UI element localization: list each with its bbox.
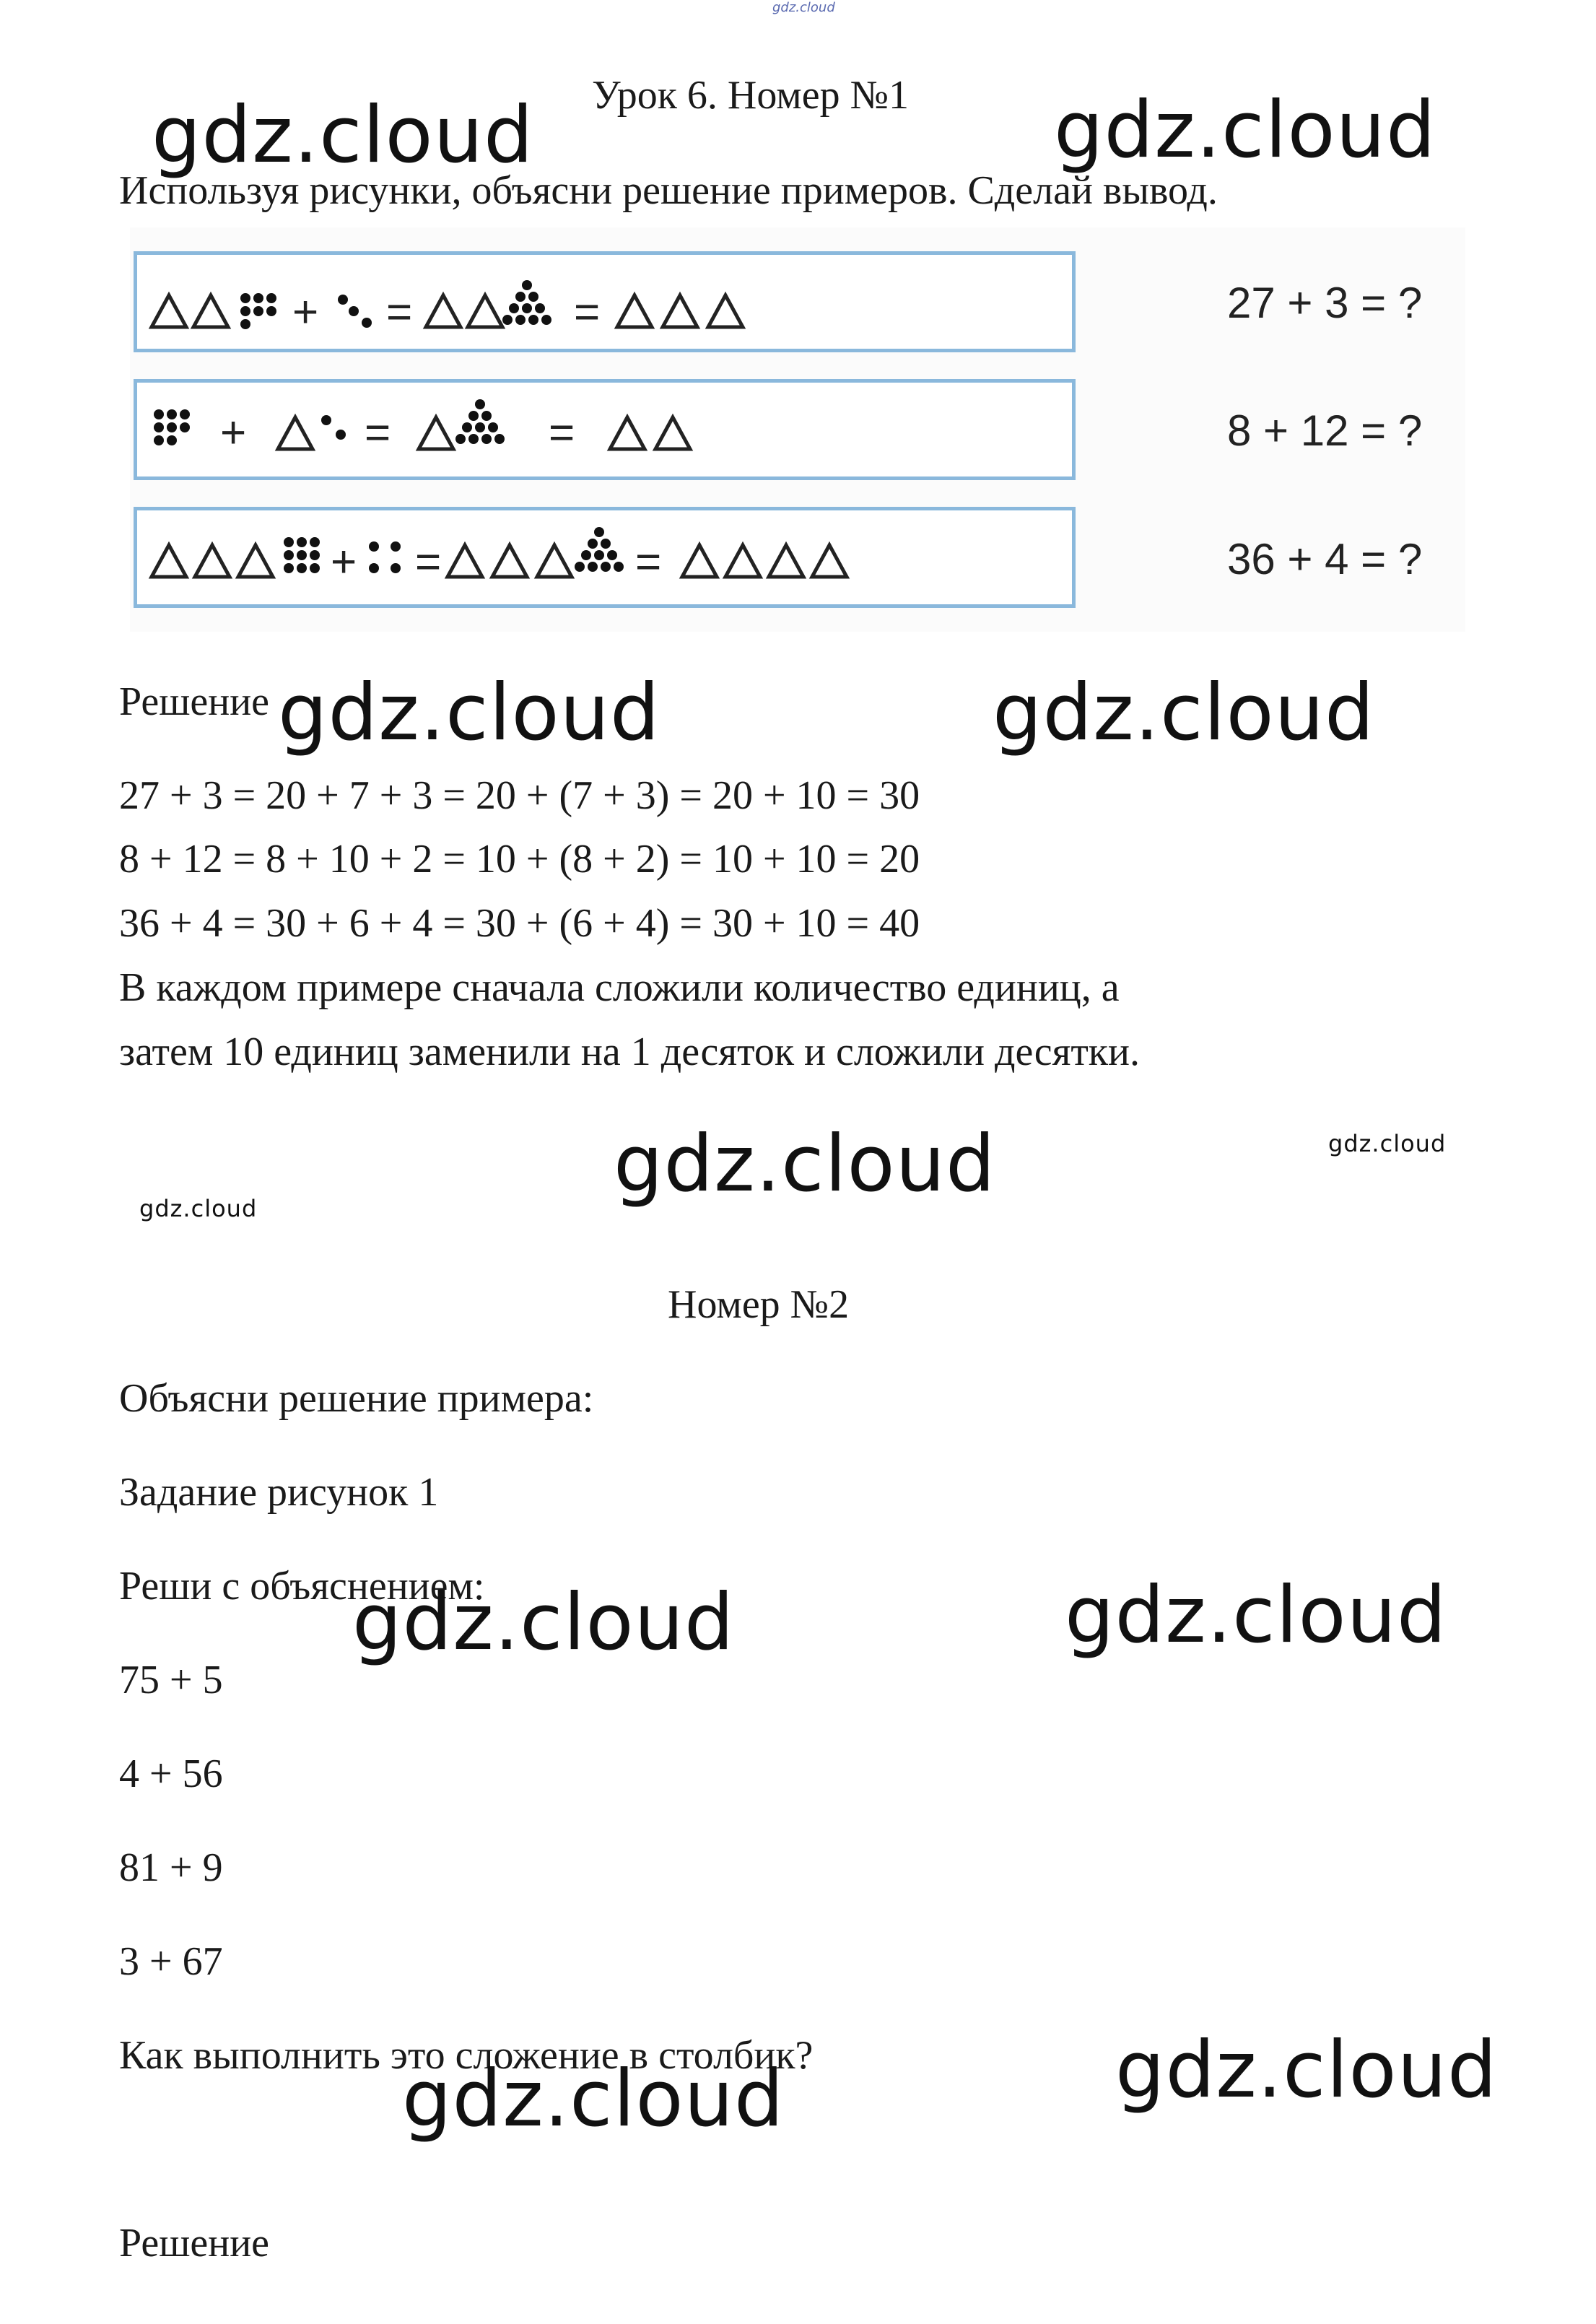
dot-pyramid-icon [455,399,505,444]
row-1-drawing [137,255,1072,349]
watermark: gdz.cloud [402,2054,785,2144]
equals-sign: = [365,408,391,458]
equation-2: 8 + 12 = ? [1227,406,1423,455]
dot-pyramid-icon [575,527,624,572]
solution-line-1: 27 + 3 = 20 + 7 + 3 = 20 + (7 + 3) = 20 + 10 = 30 [119,773,920,818]
triangle-icon [152,545,186,577]
dots-eight-icon [154,409,190,445]
watermark: gdz.cloud [1065,1570,1447,1661]
triangle-icon [419,417,453,449]
section-2-task: Объясни решение примера: [119,1376,594,1421]
dots-two-icon [321,415,346,440]
watermark: gdz.cloud [993,668,1375,758]
triangle-icon [769,545,803,577]
example-4: 3 + 67 [119,1939,223,1984]
equals-sign: = [549,408,575,458]
watermark: gdz.cloud [352,1577,735,1668]
solution-line-3: 36 + 4 = 30 + 6 + 4 = 30 + (6 + 4) = 30 + 10 = 40 [119,901,920,946]
triangle-icon [610,417,645,449]
plus-sign: + [331,537,357,587]
instruction-text: Реши с объяснением: [119,1564,485,1609]
equals-sign: = [574,287,601,337]
triangle-icon [193,295,228,327]
watermark: gdz.cloud [1115,2025,1498,2115]
task-text: Используя рисунки, объясни решение примеров. Сделай вывод. [119,168,1218,213]
solution-label: Решение [119,679,270,724]
triangle-icon [152,295,186,327]
dot-pyramid-icon [502,280,551,325]
triangle-icon [238,545,273,577]
equation-1: 27 + 3 = ? [1227,279,1423,327]
plus-sign: + [292,287,319,337]
example-3: 81 + 9 [119,1845,223,1890]
triangle-icon [195,545,230,577]
dots-six-icon [284,537,320,573]
column-question: Как выполнить это сложение в столбик? [119,2033,814,2078]
equals-sign: = [635,537,662,587]
equation-3: 36 + 4 = ? [1227,535,1423,583]
triangle-icon [278,417,313,449]
conclusion-line-2: затем 10 единиц заменили на 1 десяток и сложили десятки. [119,1030,1140,1074]
example-2: 4 + 56 [119,1751,223,1796]
solution-line-2: 8 + 12 = 8 + 10 + 2 = 10 + (8 + 2) = 10 + 10 = 20 [119,837,920,882]
example-1: 75 + 5 [119,1658,223,1702]
triangle-icon [812,545,847,577]
equals-sign: = [415,537,442,587]
equals-sign: = [386,287,413,337]
triangle-icon [725,545,760,577]
picture-row-3 [134,507,1076,608]
watermark: gdz.cloud [614,1119,996,1209]
row-2-drawing [137,383,1072,476]
triangle-icon [426,295,461,327]
plus-sign: + [220,408,247,458]
triangle-icon [682,545,717,577]
dots-four-icon [369,541,401,573]
triangle-icon [708,295,743,327]
dots-three-icon [338,295,372,328]
section-2-title: Номер №2 [668,1282,850,1327]
lesson-title: Урок 6. Номер №1 [592,73,910,118]
triangle-icon [448,545,482,577]
section-2-solution-label: Решение [119,2221,270,2266]
watermark: gdz.cloud [1328,1130,1447,1157]
triangle-icon [617,295,652,327]
triangle-icon [663,295,697,327]
watermark: gdz.cloud [139,1195,258,1222]
row-3-drawing [137,510,1072,604]
picture-row-1 [134,251,1076,352]
watermark: gdz.cloud [1054,85,1436,175]
triangle-icon [537,545,572,577]
dots-seven-icon [240,293,276,329]
triangle-icon [492,545,527,577]
watermark: gdz.cloud [152,90,534,180]
watermark: gdz.cloud [278,668,660,758]
figure-note: Задание рисунок 1 [119,1470,439,1515]
triangle-icon [468,295,502,327]
triangle-icon [655,417,690,449]
top-watermark: gdz.cloud [772,0,835,15]
picture-row-2 [134,379,1076,480]
conclusion-line-1: В каждом примере сначала сложили количество единиц, а [119,965,1120,1010]
